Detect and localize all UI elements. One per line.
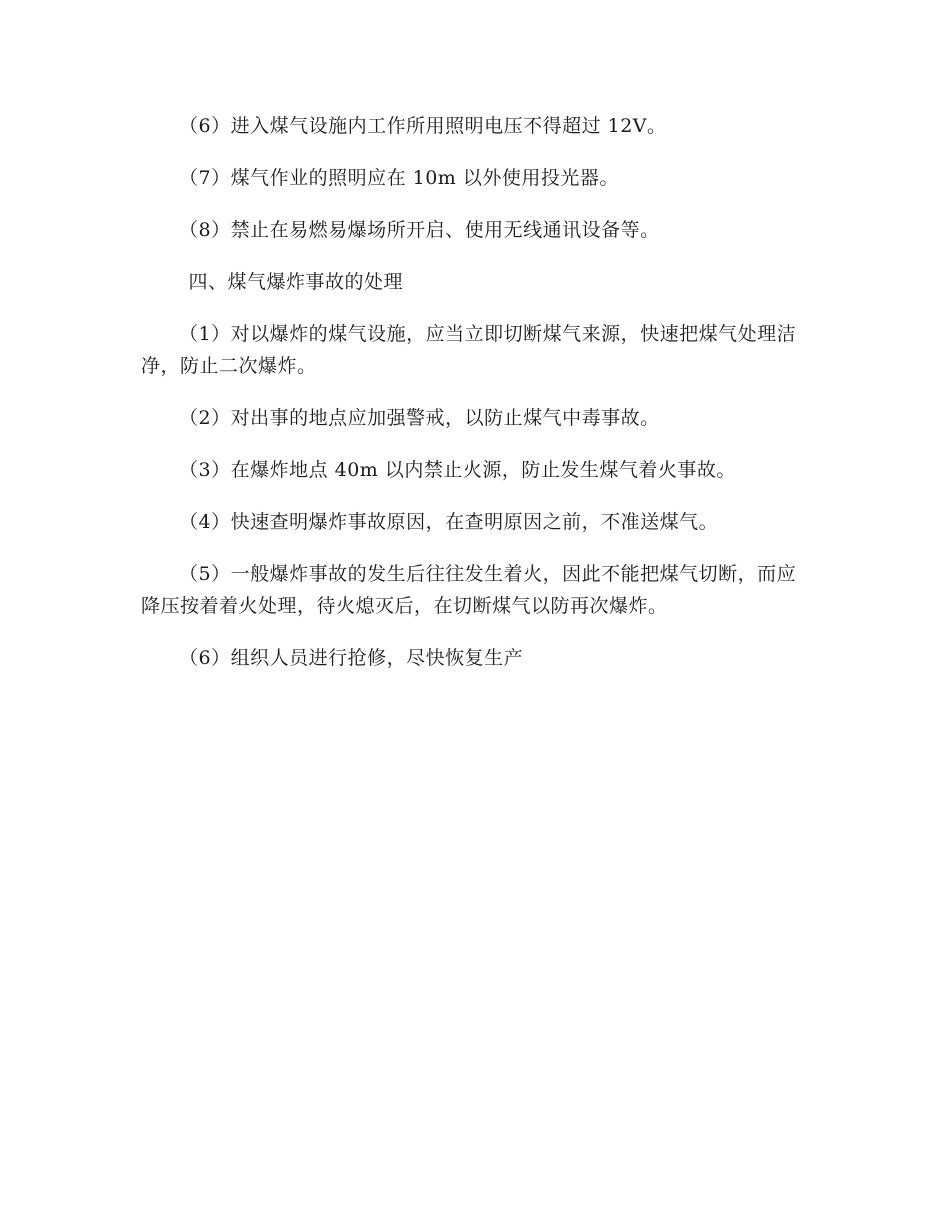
paragraph-cut-gas-source: （1）对以爆炸的煤气设施，应当立即切断煤气来源，快速把煤气处理洁净，防止二次爆炸。 <box>141 323 797 377</box>
paragraph-no-fire-source: （3）在爆炸地点 40m 以内禁止火源，防止发生煤气着火事故。 <box>179 459 736 481</box>
paragraph-floodlight: （7）煤气作业的照明应在 10m 以外使用投光器。 <box>179 167 619 189</box>
paragraph-wireless-ban: （8）禁止在易燃易爆场所开启、使用无线通讯设备等。 <box>179 219 660 241</box>
document-body <box>141 110 809 694</box>
paragraph-depressurize: （5）一般爆炸事故的发生后往往发生着火，因此不能把煤气切断，而应降压按着着火处理，待火熄灭后，在切断煤气以防再次爆炸。 <box>141 563 797 617</box>
paragraph-find-cause: （4）快速查明爆炸事故原因，在查明原因之前，不准送煤气。 <box>179 511 719 533</box>
paragraph-repair: （6）组织人员进行抢修，尽快恢复生产 <box>179 647 524 669</box>
paragraph-lighting-voltage: （6）进入煤气设施内工作所用照明电压不得超过 12V。 <box>179 115 667 137</box>
paragraph-strengthen-guard: （2）对出事的地点应加强警戒，以防止煤气中毒事故。 <box>179 407 660 429</box>
section-heading-explosion-handling: 四、煤气爆炸事故的处理 <box>188 271 404 293</box>
